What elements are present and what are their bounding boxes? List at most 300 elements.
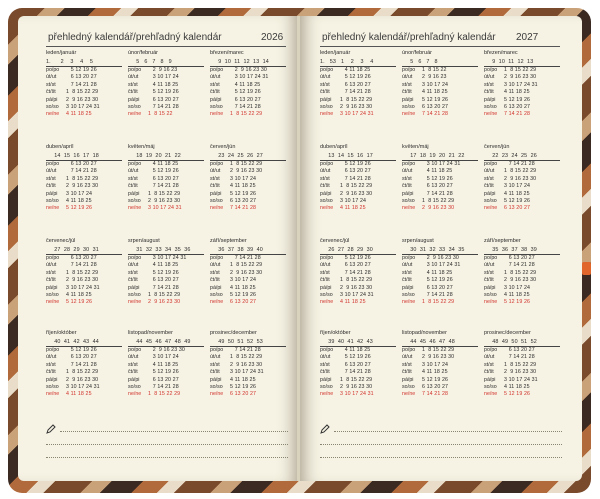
weekday-row	[320, 262, 396, 269]
day-numbers: 6 13 20 27	[504, 347, 535, 353]
note-line[interactable]	[320, 444, 562, 445]
day-numbers: 2 9 16 23 30	[340, 190, 373, 197]
day-numbers: 4 11 18 25	[504, 383, 530, 390]
week-numbers-row	[484, 338, 560, 347]
weekday-row	[484, 104, 560, 111]
weekday-row	[128, 270, 204, 277]
weekday-label: ne/ne	[128, 111, 142, 118]
month-block	[402, 144, 478, 213]
weekday-label: so/so	[46, 103, 59, 110]
weekday-label: so/so	[402, 291, 415, 298]
weekday-label: ne/ne	[210, 299, 224, 306]
weekday-row	[210, 198, 286, 205]
weekday-row	[128, 384, 204, 391]
weekday-row	[402, 97, 478, 104]
week-numbers-row	[46, 152, 122, 161]
day-numbers: 7 14 21 28	[340, 89, 371, 96]
weekday-label: po/po	[320, 347, 334, 353]
weekday-row	[210, 369, 286, 376]
month-block	[320, 238, 396, 307]
day-numbers: 5 12 19 26	[422, 96, 449, 103]
day-numbers: 7 14 21 28	[422, 291, 453, 298]
weekday-label: so/so	[320, 383, 333, 390]
weekday-row	[210, 354, 286, 361]
day-numbers: 1 8 15 22 29	[230, 161, 263, 167]
day-numbers: 4 11 18 25	[230, 81, 261, 88]
weekday-row	[320, 285, 396, 292]
week-numbers: 27 28 29 30 31	[46, 246, 99, 253]
weekday-label: út/ut	[210, 74, 221, 81]
weekday-label: pá/pi	[484, 96, 496, 103]
weekday-row	[484, 168, 560, 175]
weekday-row	[128, 74, 204, 81]
weekday-row	[320, 104, 396, 111]
weekday-row	[46, 292, 122, 299]
week-numbers-row	[402, 152, 478, 161]
day-numbers: 5 12 19 26	[504, 299, 531, 306]
month-name: říjen/október	[46, 330, 77, 336]
day-numbers: 2 9 16 23 30	[340, 103, 373, 110]
weekday-row	[402, 362, 478, 369]
weekday-row	[320, 168, 396, 175]
weekday-label: út/ut	[210, 262, 221, 269]
weekday-label: st/st	[46, 269, 56, 276]
weekday-label: st/st	[484, 81, 494, 88]
week-numbers-row	[402, 246, 478, 255]
day-numbers: 5 12 19 26	[66, 205, 93, 212]
day-numbers: 6 13 20 27	[422, 183, 453, 190]
weekday-row	[128, 104, 204, 111]
weekday-label: ne/ne	[402, 205, 416, 212]
weekday-row	[128, 347, 204, 354]
weekday-label: st/st	[402, 269, 412, 276]
weekday-row	[320, 347, 396, 354]
weekday-label: ne/ne	[484, 391, 498, 398]
day-numbers: 4 11 18 25	[422, 89, 448, 96]
weekday-label: út/ut	[46, 262, 57, 269]
weekday-label: út/ut	[128, 74, 139, 81]
day-numbers: 3 10 17 24	[230, 175, 257, 182]
weekday-row	[484, 377, 560, 384]
weekday-label: po/po	[320, 255, 334, 261]
day-numbers: 5 12 19 26	[230, 383, 257, 390]
day-numbers: 6 13 20 27	[504, 103, 531, 110]
day-numbers: 7 14 21 28	[504, 111, 531, 118]
weekday-row	[402, 183, 478, 190]
weekday-row	[484, 262, 560, 269]
sunday-row	[210, 299, 286, 306]
weekday-label: po/po	[128, 347, 142, 353]
day-numbers: 4 11 18 25	[504, 190, 530, 197]
day-numbers: 2 9 16 23 30	[66, 96, 99, 103]
week-numbers-row	[128, 58, 204, 67]
weekday-row	[128, 176, 204, 183]
day-numbers: 5 12 19 26	[230, 89, 261, 96]
weekday-label: út/ut	[402, 354, 413, 361]
weekday-row	[402, 255, 478, 262]
weekday-row	[128, 183, 204, 190]
weekday-label: pá/pi	[484, 190, 496, 197]
month-name: listopad/november	[402, 330, 447, 336]
week-numbers: 14 15 16 17 18	[46, 152, 99, 159]
weekday-label: čt/št	[46, 89, 56, 96]
weekday-label: po/po	[128, 161, 142, 167]
weekday-row	[320, 161, 396, 168]
weekday-label: ne/ne	[320, 299, 334, 306]
day-numbers: 6 13 20 27	[422, 383, 449, 390]
weekday-row	[320, 176, 396, 183]
pencil-icon	[320, 424, 330, 434]
day-numbers: 6 13 20 27	[66, 74, 97, 81]
day-numbers: 4 11 18 25	[340, 347, 371, 353]
weekday-row	[128, 292, 204, 299]
weekday-label: pá/pi	[320, 376, 332, 383]
week-numbers: 13 14 15 16 17	[320, 152, 373, 159]
sunday-row	[210, 111, 286, 118]
weekday-label: po/po	[402, 161, 416, 167]
weekday-label: ne/ne	[484, 299, 498, 306]
weekday-row	[484, 97, 560, 104]
weekday-label: po/po	[402, 255, 416, 261]
week-numbers: 1. 2 3 4 5	[46, 58, 94, 65]
note-line[interactable]	[334, 431, 562, 432]
day-numbers: 4 11 18 25	[230, 376, 256, 383]
weekday-label: čt/št	[128, 183, 138, 190]
day-numbers: 7 14 21 28	[422, 391, 449, 398]
weekday-label: so/so	[402, 197, 415, 204]
weekday-row	[46, 285, 122, 292]
note-line[interactable]	[60, 431, 288, 432]
week-numbers-row	[210, 338, 286, 347]
weekday-row	[128, 285, 204, 292]
day-numbers: 3 10 17 24 31	[340, 291, 374, 298]
day-numbers: 5 12 19 26	[66, 347, 97, 353]
weekday-row	[46, 262, 122, 269]
week-numbers: 9 10 11 12 13	[484, 58, 534, 65]
day-numbers: 6 13 20 27	[66, 354, 97, 361]
right-page-year: 2027	[516, 32, 539, 43]
day-numbers: 1 8 15 22 29	[66, 269, 99, 276]
day-numbers: 1 8 15 22	[422, 67, 447, 73]
week-numbers: 48 49 50 51 52	[484, 338, 537, 345]
weekday-label: čt/št	[484, 183, 494, 190]
day-numbers: 3 10 17 24 31	[66, 383, 100, 390]
month-block	[484, 238, 560, 307]
weekday-row	[128, 89, 204, 96]
weekday-label: so/so	[484, 197, 497, 204]
week-numbers-row	[320, 152, 396, 161]
weekday-label: so/so	[484, 103, 497, 110]
weekday-row	[128, 97, 204, 104]
weekday-row	[128, 354, 204, 361]
weekday-label: ne/ne	[128, 299, 142, 306]
week-numbers: 26 27 28 29 30	[320, 246, 373, 253]
day-numbers: 3 10 17 24 31	[230, 74, 269, 81]
weekday-label: st/st	[210, 175, 220, 182]
weekday-row	[484, 191, 560, 198]
day-numbers: 3 10 17 24 31	[422, 161, 461, 167]
month-name: květen/máj	[128, 144, 155, 150]
weekday-label: ne/ne	[402, 111, 416, 118]
weekday-label: so/so	[128, 197, 141, 204]
weekday-label: út/ut	[46, 74, 57, 81]
weekday-label: čt/št	[210, 89, 220, 96]
weekday-row	[128, 377, 204, 384]
weekday-label: pá/pi	[402, 96, 414, 103]
weekday-row	[484, 362, 560, 369]
weekday-label: čt/št	[484, 89, 494, 96]
day-numbers: 3 10 17 24	[148, 74, 179, 81]
right-page-title: přehledný kalendář/prehľadný kalendár	[322, 32, 496, 43]
day-numbers: 2 9 16 23 30	[230, 269, 263, 276]
day-numbers: 6 13 20 27	[66, 255, 97, 261]
month-block	[320, 330, 396, 399]
day-numbers: 3 10 17 24	[504, 183, 531, 190]
day-numbers: 3 10 17 24 31	[148, 255, 187, 261]
weekday-label: po/po	[210, 161, 224, 167]
day-numbers: 6 13 20 27	[230, 96, 261, 103]
month-name: září/september	[210, 238, 247, 244]
weekday-label: so/so	[484, 291, 497, 298]
week-numbers-row	[128, 338, 204, 347]
weekday-label: út/ut	[128, 354, 139, 361]
weekday-row	[210, 377, 286, 384]
weekday-row	[46, 198, 122, 205]
month-block	[210, 50, 286, 119]
weekday-row	[320, 354, 396, 361]
weekday-row	[320, 255, 396, 262]
sunday-row	[210, 391, 286, 398]
week-numbers: 39 40 41 42 43	[320, 338, 373, 345]
day-numbers: 2 9 16 23	[148, 67, 178, 73]
note-line[interactable]	[46, 457, 288, 458]
day-numbers: 4 11 18 25	[340, 67, 371, 73]
weekday-label: čt/št	[484, 369, 494, 376]
sunday-row	[210, 205, 286, 212]
weekday-row	[210, 285, 286, 292]
day-numbers: 5 12 19 26	[340, 74, 371, 81]
weekday-row	[484, 67, 560, 74]
weekday-row	[402, 262, 478, 269]
weekday-label: so/so	[46, 291, 59, 298]
weekday-row	[46, 67, 122, 74]
day-numbers: 4 11 18 25	[340, 205, 366, 212]
sunday-row	[484, 205, 560, 212]
weekday-label: ne/ne	[320, 391, 334, 398]
weekday-label: st/st	[320, 361, 330, 368]
day-numbers: 5 12 19 26	[504, 197, 531, 204]
day-numbers: 3 10 17 24	[66, 190, 93, 197]
day-numbers: 5 12 19 26	[148, 369, 179, 376]
weekday-label: st/st	[128, 175, 138, 182]
weekday-row	[402, 270, 478, 277]
weekday-row	[484, 369, 560, 376]
weekday-row	[46, 89, 122, 96]
weekday-label: st/st	[46, 81, 56, 88]
weekday-label: ne/ne	[46, 205, 60, 212]
weekday-label: po/po	[484, 67, 498, 73]
week-numbers: 23 24 25 26 27	[210, 152, 263, 159]
weekday-row	[210, 277, 286, 284]
note-line[interactable]	[46, 444, 288, 445]
weekday-label: pá/pi	[210, 190, 222, 197]
weekday-row	[402, 191, 478, 198]
weekday-label: po/po	[46, 347, 60, 353]
weekday-row	[46, 97, 122, 104]
weekday-label: pá/pi	[128, 190, 140, 197]
day-numbers: 2 9 16 23 30	[230, 168, 263, 175]
weekday-label: ne/ne	[46, 299, 60, 306]
weekday-label: čt/št	[46, 369, 56, 376]
weekday-label: pá/pi	[402, 376, 414, 383]
weekday-label: so/so	[320, 103, 333, 110]
weekday-label: út/ut	[484, 262, 495, 269]
month-name: duben/apríl	[320, 144, 348, 150]
month-block	[46, 50, 122, 119]
weekday-row	[46, 104, 122, 111]
day-numbers: 4 11 18 25	[148, 262, 179, 269]
weekday-row	[210, 74, 286, 81]
week-numbers: 1. 53 1 2 3 4	[320, 58, 374, 65]
weekday-label: út/ut	[484, 354, 495, 361]
weekday-row	[46, 377, 122, 384]
day-numbers: 1 8 15 22 29	[504, 269, 537, 276]
day-numbers: 2 9 16 23 30	[66, 183, 99, 190]
weekday-row	[484, 89, 560, 96]
note-line[interactable]	[320, 457, 562, 458]
day-numbers: 2 9 16 23 30	[340, 383, 373, 390]
day-numbers: 7 14 21 28	[422, 111, 449, 118]
weekday-label: út/ut	[320, 354, 331, 361]
day-numbers: 4 11 18 25	[504, 291, 530, 298]
weekday-row	[484, 198, 560, 205]
weekday-row	[402, 104, 478, 111]
weekday-row	[484, 270, 560, 277]
weekday-label: st/st	[484, 269, 494, 276]
day-numbers: 5 12 19 26	[340, 161, 371, 167]
weekday-label: po/po	[210, 67, 224, 73]
day-numbers: 1 8 15 22 29	[148, 291, 181, 298]
month-block	[128, 144, 204, 213]
day-numbers: 1 8 15 22 29	[504, 361, 537, 368]
left-page-title: přehledný kalendář/prehľadný kalendár	[48, 32, 222, 43]
weekday-label: ne/ne	[46, 111, 60, 118]
week-numbers-row	[128, 246, 204, 255]
week-numbers-row	[210, 58, 286, 67]
weekday-row	[128, 277, 204, 284]
weekday-row	[320, 183, 396, 190]
week-numbers-row	[402, 338, 478, 347]
weekday-row	[484, 354, 560, 361]
weekday-label: čt/št	[320, 89, 330, 96]
weekday-label: čt/št	[128, 277, 138, 284]
weekday-label: čt/št	[210, 277, 220, 284]
month-name: prosinec/december	[484, 330, 531, 336]
week-numbers-row	[128, 152, 204, 161]
weekday-row	[128, 255, 204, 262]
weekday-label: ne/ne	[128, 391, 142, 398]
month-block	[46, 330, 122, 399]
weekday-row	[402, 292, 478, 299]
day-numbers: 3 10 17 24 31	[66, 284, 100, 291]
day-numbers: 6 13 20 27	[230, 299, 257, 306]
weekday-label: pá/pi	[210, 284, 222, 291]
weekday-row	[46, 191, 122, 198]
day-numbers: 3 10 17 24 31	[340, 111, 374, 118]
weekday-label: pá/pi	[320, 284, 332, 291]
weekday-row	[320, 191, 396, 198]
day-numbers: 4 11 18 25	[504, 89, 530, 96]
weekday-row	[128, 67, 204, 74]
day-numbers: 1 8 15 22 29	[340, 96, 373, 103]
day-numbers: 1 8 15 22	[148, 111, 173, 118]
weekday-row	[210, 255, 286, 262]
day-numbers: 6 13 20 27	[340, 81, 371, 88]
day-numbers: 1 8 15 22 29	[66, 369, 99, 376]
weekday-label: čt/št	[128, 369, 138, 376]
week-numbers-row	[46, 338, 122, 347]
month-name: červenec/júl	[46, 238, 76, 244]
weekday-label: út/ut	[402, 262, 413, 269]
day-numbers: 6 13 20 27	[504, 255, 535, 261]
weekday-label: čt/št	[484, 277, 494, 284]
day-numbers: 4 11 18 25	[66, 197, 92, 204]
month-name: duben/apríl	[46, 144, 74, 150]
weekday-row	[46, 347, 122, 354]
weekday-label: po/po	[46, 161, 60, 167]
weekday-row	[320, 384, 396, 391]
day-numbers: 5 12 19 26	[148, 269, 179, 276]
day-numbers: 2 9 16 23 30	[422, 205, 455, 212]
weekday-label: pá/pi	[46, 190, 58, 197]
day-numbers: 4 11 18 25	[230, 284, 256, 291]
month-block	[128, 50, 204, 119]
weekday-label: po/po	[320, 161, 334, 167]
month-name: červenec/júl	[320, 238, 350, 244]
weekday-row	[484, 255, 560, 262]
weekday-label: po/po	[320, 67, 334, 73]
week-numbers: 5 6 7 8	[402, 58, 438, 65]
weekday-label: so/so	[210, 103, 223, 110]
weekday-label: pá/pi	[320, 190, 332, 197]
weekday-row	[128, 191, 204, 198]
week-numbers: 36 37 38 39 40	[210, 246, 263, 253]
bookmark-ribbon[interactable]	[582, 262, 591, 275]
day-numbers: 5 12 19 26	[66, 67, 97, 73]
weekday-row	[46, 183, 122, 190]
week-numbers: 30 31 32 33 34 35	[402, 246, 465, 253]
day-numbers: 4 11 18 25	[340, 299, 366, 306]
weekday-label: st/st	[46, 361, 56, 368]
day-numbers: 7 14 21 28	[504, 161, 535, 167]
day-numbers: 3 10 17 24 31	[66, 103, 100, 110]
weekday-row	[128, 161, 204, 168]
weekday-label: po/po	[46, 67, 60, 73]
left-header-rule	[46, 46, 286, 47]
sunday-row	[46, 205, 122, 212]
week-numbers-row	[320, 58, 396, 67]
sunday-row	[320, 205, 396, 212]
day-numbers: 2 9 16 23 30	[504, 277, 537, 284]
weekday-label: st/st	[402, 361, 412, 368]
day-numbers: 6 13 20 27	[66, 161, 97, 167]
day-numbers: 2 9 16 23 30	[66, 277, 99, 284]
day-numbers: 1 8 15 22 29	[340, 277, 373, 284]
weekday-label: ne/ne	[210, 391, 224, 398]
day-numbers: 5 12 19 26	[148, 89, 179, 96]
month-block	[484, 50, 560, 119]
day-numbers: 3 10 17 24 31	[230, 369, 264, 376]
